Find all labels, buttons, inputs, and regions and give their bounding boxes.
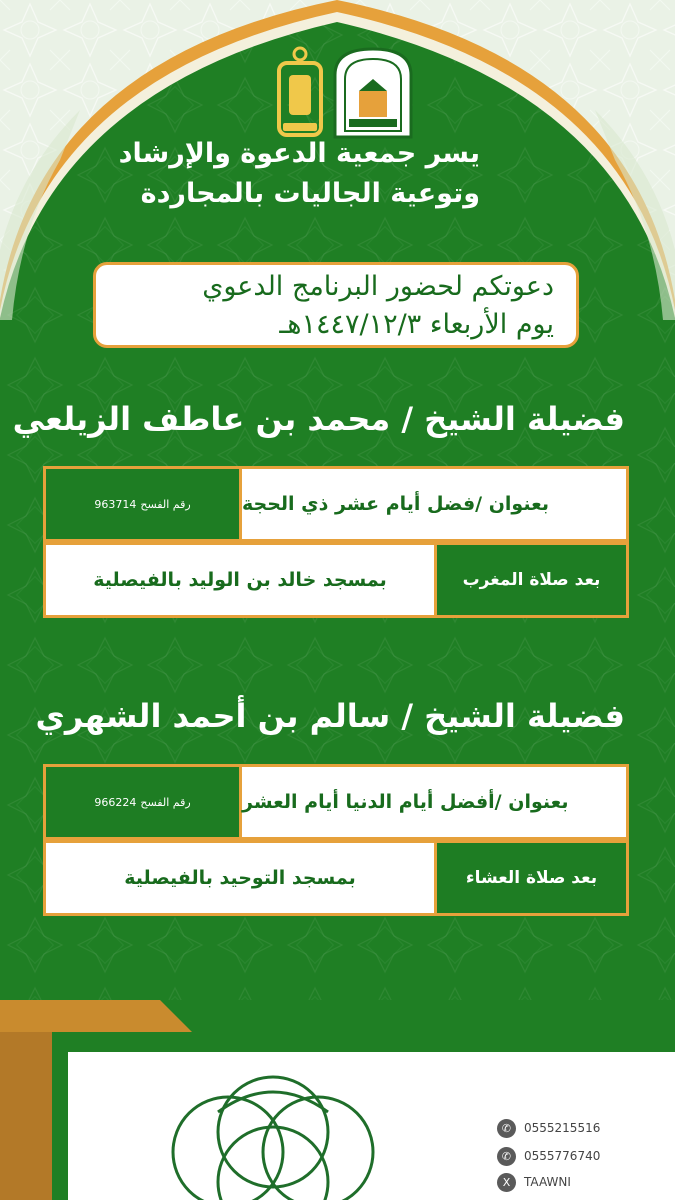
permit-number-label: رقم الفسح xyxy=(140,795,191,809)
contact-text: 0555215516 xyxy=(524,1121,601,1135)
lecture-venue: بمسجد خالد بن الوليد بالفيصلية xyxy=(46,545,434,615)
x-icon: X xyxy=(497,1173,516,1192)
contact-text: TAAWNI xyxy=(524,1175,571,1189)
ministry-logo-icon xyxy=(335,49,411,137)
contact-phone[interactable] xyxy=(497,1146,600,1166)
org-name-line1: يسر جمعية الدعوة والإرشاد xyxy=(118,138,480,169)
contact-text: 0555776740 xyxy=(524,1149,601,1163)
lecture-title-row xyxy=(43,764,629,840)
sheikh-name: فضيلة الشيخ / محمد بن عاطف الزيلعي xyxy=(12,400,625,438)
permit-number xyxy=(46,767,239,837)
footer-ornament-icon xyxy=(158,1052,388,1200)
contact-x-handle[interactable] xyxy=(497,1172,571,1192)
whatsapp-icon: ✆ xyxy=(497,1147,516,1166)
lecture-time: بعد صلاة المغرب xyxy=(437,545,626,615)
lecture-title: بعنوان /أفضل أيام الدنيا أيام العشر xyxy=(242,767,626,837)
permit-number-value: 963714 xyxy=(94,497,137,511)
lecture-title: بعنوان /فضل أيام عشر ذي الحجة xyxy=(242,469,626,539)
invitation-date: يوم الأربعاء ١٤٤٧/١٢/٣هـ xyxy=(279,309,554,340)
lecture-time: بعد صلاة العشاء xyxy=(437,843,626,913)
dawah-logo-icon xyxy=(279,48,321,135)
lecture-venue: بمسجد التوحيد بالفيصلية xyxy=(46,843,434,913)
whatsapp-icon: ✆ xyxy=(497,1119,516,1138)
lecture-title-row xyxy=(43,466,629,542)
permit-number xyxy=(46,469,239,539)
contact-phone[interactable] xyxy=(497,1118,600,1138)
footer xyxy=(0,1000,675,1200)
invitation-box xyxy=(93,262,579,348)
organization-logos xyxy=(275,45,415,145)
permit-number-label: رقم الفسح xyxy=(140,497,191,511)
lecture-venue-row xyxy=(43,840,629,916)
invitation-text: دعوتكم لحضور البرنامج الدعوي xyxy=(202,271,554,302)
permit-number-value: 966224 xyxy=(94,795,137,809)
sheikh-name: فضيلة الشيخ / سالم بن أحمد الشهري xyxy=(35,697,625,735)
lecture-venue-row xyxy=(43,542,629,618)
org-name-line2: وتوعية الجاليات بالمجاردة xyxy=(140,178,480,209)
